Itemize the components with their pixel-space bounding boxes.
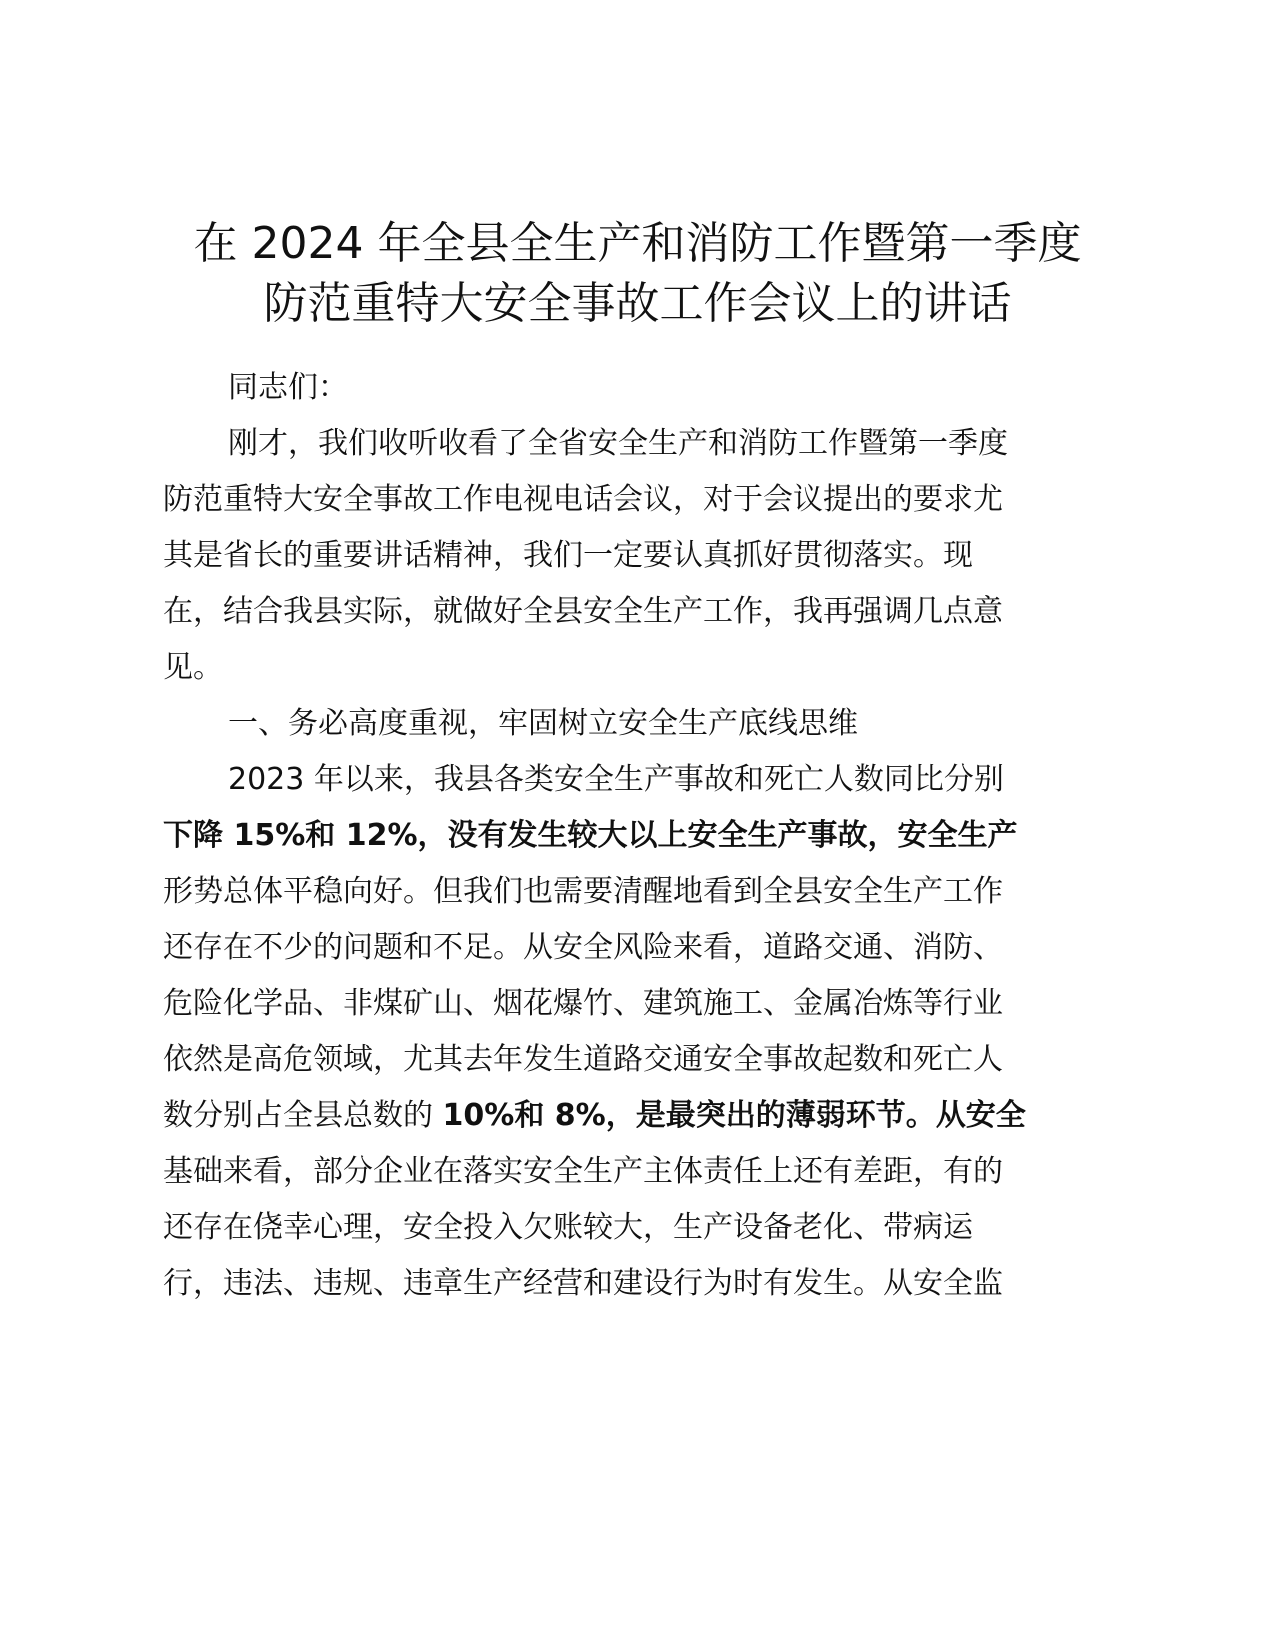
paragraph-2-line-4: 还存在不少的问题和不足。从安全风险来看，道路交通、消防、 <box>163 930 1003 965</box>
paragraph-2-line-5: 危险化学品、非煤矿山、烟花爆竹、建筑施工、金属冶炼等行业 <box>163 986 1003 1021</box>
paragraph-1-line-2: 防范重特大安全事故工作电视电话会议，对于会议提出的要求尤 <box>163 482 1003 517</box>
paragraph-2-line-7-bold: 10%和 8%，是最突出的薄弱环节。从安全 <box>442 1098 1026 1133</box>
paragraph-2-line-9: 还存在侥幸心理，安全投入欠账较大，生产设备老化、带病运 <box>163 1210 973 1245</box>
paragraph-2-line-7 <box>163 1096 1026 1136</box>
paragraph-1-line-1: 刚才，我们收听收看了全省安全生产和消防工作暨第一季度 <box>228 426 1008 461</box>
paragraph-2-line-10: 行，违法、违规、违章生产经营和建设行为时有发生。从安全监 <box>163 1266 1003 1301</box>
paragraph-2-line-8: 基础来看，部分企业在落实安全生产主体责任上还有差距，有的 <box>163 1154 1003 1189</box>
document-title <box>150 214 1125 334</box>
paragraph-2-line-3: 形势总体平稳向好。但我们也需要清醒地看到全县安全生产工作 <box>163 874 1003 909</box>
paragraph-2-line-7-regular: 数分别占全县总数的 <box>163 1098 443 1133</box>
section-1-heading: 一、务必高度重视，牢固树立安全生产底线思维 <box>228 706 858 741</box>
paragraph-1-line-3: 其是省长的重要讲话精神，我们一定要认真抓好贯彻落实。现 <box>163 538 973 573</box>
paragraph-1-line-4: 在，结合我县实际，就做好全县安全生产工作，我再强调几点意 <box>163 594 1003 629</box>
paragraph-2-line-2: 下降 15%和 12%，没有发生较大以上安全生产事故，安全生产 <box>163 818 1018 853</box>
paragraph-1-line-5: 见。 <box>163 650 223 685</box>
title-line-2: 防范重特大安全事故工作会议上的讲话 <box>263 278 1012 329</box>
paragraph-2-line-6: 依然是高危领域，尤其去年发生道路交通安全事故起数和死亡人 <box>163 1042 1003 1077</box>
paragraph-2-line-1: 2023 年以来，我县各类安全生产事故和死亡人数同比分别 <box>228 762 1004 797</box>
title-line-1: 在 2024 年全县全生产和消防工作暨第一季度 <box>193 218 1082 269</box>
salutation: 同志们： <box>228 370 348 405</box>
